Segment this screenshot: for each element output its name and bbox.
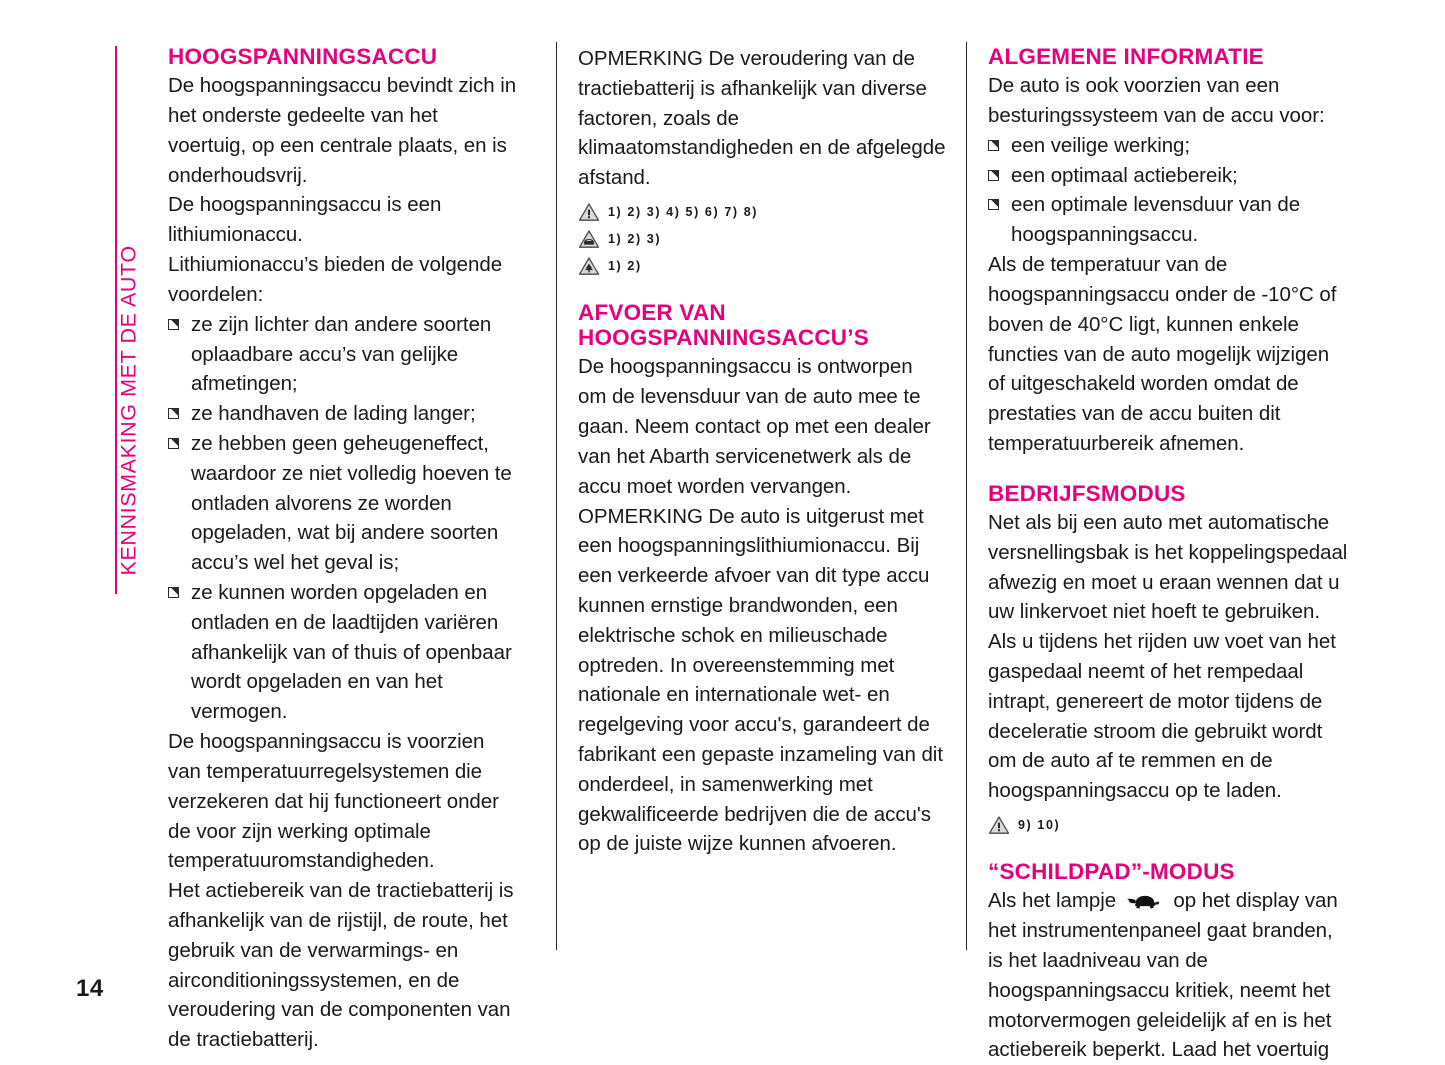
bullet-list-item-label: ze zijn lichter dan andere soorten oplaadbare accu’s van gelijke afmetingen; xyxy=(191,312,492,396)
page-number: 14 xyxy=(76,975,104,1002)
reference-note-row xyxy=(578,226,946,251)
body-paragraph: OPMERKING De veroudering van de tractiebatterij is afhankelijk van diverse factoren, zoals de klimaatomstandigheden en de afgelegde afstand. xyxy=(578,47,946,190)
body-paragraph: OPMERKING De auto is uitgerust met een hoogspanningslithiumionaccu. Bij een verkeerde afvoer van dit type accu kunnen ernstige brandwonden, een elektrische schok en milieuschade optreden. In overeenstemming met nationale en internationale wet- en regelgeving voor accu's, garandeert de fabrikant een gepaste inzameling van dit onderdeel, in samenwerking met gekwalificeerde bedrijven die de accu's op de juiste wijze kunnen afvoeren. xyxy=(578,504,943,856)
section-heading: HOOGSPANNINGSACCU xyxy=(168,44,438,69)
reference-note-row xyxy=(578,253,946,278)
column-left xyxy=(168,44,520,1055)
reference-note-numbers: 1) 2) 3) 4) 5) 6) 7) 8) xyxy=(608,204,759,219)
chapter-side-tab-label: KENNISMAKING MET DE AUTO xyxy=(116,245,141,576)
turtle-icon xyxy=(1125,891,1165,910)
bullet-list-item xyxy=(168,310,520,399)
body-paragraph: Als de temperatuur van de hoogspanningsaccu onder de -10°C of boven de 40°C ligt, kunnen enkele functies van de auto mogelijk wijzigen of uitgeschakeld worden omdat de prestaties van de accu buiten dit temperatuurbereik afnemen. xyxy=(988,253,1337,455)
square-bullet-icon xyxy=(988,199,999,210)
warning-exclamation-triangle-icon xyxy=(578,202,600,222)
bullet-list-item xyxy=(168,429,520,578)
section-heading: ALGEMENE INFORMATIE xyxy=(988,44,1264,69)
reference-note-row xyxy=(578,199,946,224)
square-bullet-icon xyxy=(168,319,179,330)
chapter-side-tab-rule xyxy=(115,46,117,594)
body-paragraph: Lithiumionaccu’s bieden de volgende voordelen: xyxy=(168,253,503,306)
body-paragraph: Net als bij een auto met automatische versnellingsbak is het koppelingspedaal afwezig en moet u eraan wennen dat u uw linkervoet niet hoeft te gebruiken. Als u tijdens het rijden uw voet van het gaspedaal neemt of het rempedaal intrapt, genereert de motor tijdens de deceleratie stroom die gebruikt wordt om de auto af te remmen en de hoogspanningsaccu op te laden. xyxy=(988,510,1348,803)
body-paragraph: Het actiebereik van de tractiebatterij is afhankelijk van de rijstijl, de route, het gebruik van de verwarmings- en airconditioningssystemen, en de veroudering van de componenten van de tractiebatterij. xyxy=(168,879,514,1052)
body-paragraph-with-icon xyxy=(988,886,1348,1065)
column-divider-left xyxy=(556,42,557,950)
bullet-list-item xyxy=(168,578,520,727)
warning-vehicle-triangle-icon xyxy=(578,229,600,249)
square-bullet-icon xyxy=(168,438,179,449)
column-divider-right xyxy=(966,42,967,950)
reference-notes-block xyxy=(578,199,946,278)
body-paragraph: De hoogspanningsaccu is een lithiumionaccu. xyxy=(168,193,442,247)
square-bullet-icon xyxy=(988,140,999,151)
bullet-list-item xyxy=(988,161,1348,191)
body-paragraph: De hoogspanningsaccu is voorzien van temperatuurregelsystemen die verzekeren dat hij functioneert onder de voor zijn werking optimale temperatuuromstandigheden. xyxy=(168,730,499,873)
square-bullet-icon xyxy=(168,587,179,598)
bullet-list xyxy=(168,310,520,727)
bullet-list-item-label: een optimaal actiebereik; xyxy=(1011,163,1238,187)
bullet-list-item xyxy=(988,131,1348,161)
section-heading: “SCHILDPAD”-MODUS xyxy=(988,859,1235,885)
square-bullet-icon xyxy=(168,408,179,419)
paragraph-text-before-icon: Als het lampje xyxy=(988,889,1117,913)
body-paragraph: De auto is ook voorzien van een besturingssysteem van de accu voor: xyxy=(988,74,1325,127)
bullet-list-item-label: ze handhaven de lading langer; xyxy=(191,402,476,426)
column-right xyxy=(988,44,1348,1065)
body-paragraph: De hoogspanningsaccu is ontworpen om de levensduur van de auto mee te gaan. Neem contact op met een dealer van het Abarth servicenetwerk als de accu moet worden vervangen. xyxy=(578,355,931,498)
reference-note-numbers: 1) 2) xyxy=(608,258,642,273)
bullet-list-item-label: ze kunnen worden opgeladen en ontladen en de laadtijden variëren afhankelijk van of thuis of openbaar wordt opgeladen en van het vermogen. xyxy=(191,581,512,724)
column-middle xyxy=(578,44,946,859)
bullet-list-item xyxy=(168,399,520,429)
bullet-list xyxy=(988,131,1348,250)
bullet-list-item-label: een veilige werking; xyxy=(1011,133,1191,157)
bullet-list-item-label: een optimale levensduur van de hoogspanningsaccu. xyxy=(1011,193,1301,247)
reference-note-numbers: 1) 2) 3) xyxy=(608,231,662,246)
bullet-list-item xyxy=(988,190,1348,250)
paragraph-text-after-icon: op het display van het instrumentenpaneel gaat branden, is het laadniveau van de hoogspanningsaccu kritiek, neemt het motorvermogen geleidelijk af en is het actiebereik beperkt. Laad het voertuig xyxy=(988,889,1338,1062)
section-heading: AFVOER VAN HOOGSPANNINGSACCU’S xyxy=(578,300,869,351)
reference-note-numbers: 9) 10) xyxy=(1018,817,1061,832)
warning-exclamation-triangle-icon xyxy=(988,815,1010,835)
section-heading: BEDRIJFSMODUS xyxy=(988,480,1186,506)
bullet-list-item-label: ze hebben geen geheugeneffect, waardoor ze niet volledig hoeven te ontladen alvorens ze worden opgeladen, wat bij andere soorten accu’s wel het geval is; xyxy=(191,431,512,575)
warning-environment-triangle-icon xyxy=(578,256,600,276)
reference-notes-block xyxy=(988,812,1348,837)
reference-note-row xyxy=(988,812,1348,837)
body-paragraph: De hoogspanningsaccu bevindt zich in het onderste gedeelte van het voertuig, op een centrale plaats, en is onderhoudsvrij. xyxy=(168,74,517,187)
square-bullet-icon xyxy=(988,170,999,181)
chapter-side-tab xyxy=(62,40,141,600)
